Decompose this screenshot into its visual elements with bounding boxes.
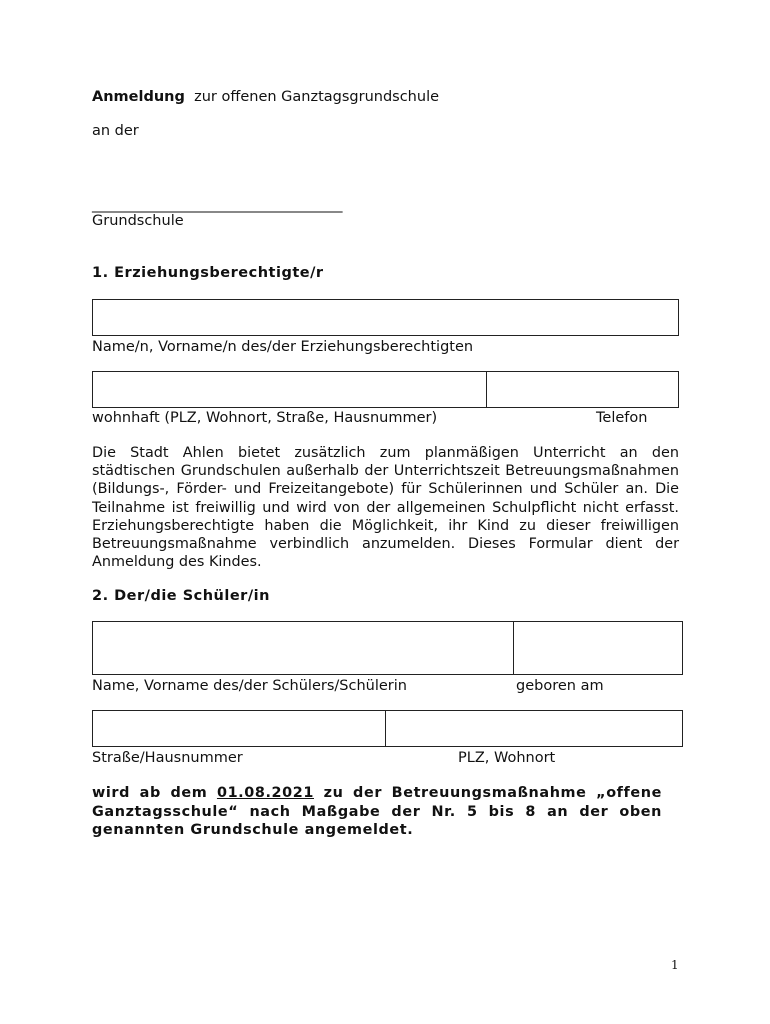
intro-paragraph: Die Stadt Ahlen bietet zusätzlich zum planmäßigen Unterricht an den städtischen Grundschulen außerhalb der Unterrichtszeit Betreuungsmaßnahmen (Bildungs-, Förder- und Freizeitangebote) für Schülerinnen und Schüler an. Die Teilnahme ist freiwillig und wird von der allgemeinen Schulpflicht nicht erfasst. Erziehungsberechtigte haben die Möglichkeit, ihr Kind zu dieser freiwilligen Betreuungsmaßnahme verbindlich anzumelden. Dieses Formular dient der Anmeldung des Kindes.	[92, 445, 679, 571]
section2-heading: 2. Der/die Schüler/in	[92, 588, 270, 604]
form-title-rest: zur offenen Ganztagsgrundschule	[194, 89, 440, 105]
guardian-phone-field[interactable]	[486, 371, 679, 408]
student-street-field[interactable]	[92, 710, 386, 747]
school-label: Grundschule	[92, 213, 184, 229]
school-blank-line[interactable]: ____________________________________	[92, 197, 343, 213]
student-city-field[interactable]	[385, 710, 683, 747]
guardian-name-label: Name/n, Vorname/n des/der Erziehungsberechtigten	[92, 339, 474, 355]
guardian-address-field[interactable]	[92, 371, 487, 408]
student-name-field[interactable]	[92, 621, 514, 675]
student-birthdate-field[interactable]	[513, 621, 683, 675]
section1-heading: 1. Erziehungsberechtigte/r	[92, 265, 324, 281]
student-city-label: PLZ, Wohnort	[458, 750, 556, 766]
student-birthdate-label: geboren am	[516, 678, 604, 694]
registration-declaration	[92, 784, 662, 840]
declaration-part1: wird ab dem	[92, 785, 208, 801]
declaration-date: 01.08.2021	[216, 785, 314, 801]
guardian-name-field[interactable]	[92, 299, 679, 336]
an-der-label: an der	[92, 123, 139, 139]
guardian-address-label: wohnhaft (PLZ, Wohnort, Straße, Hausnummer)	[92, 410, 438, 426]
page-number: 1	[671, 958, 679, 972]
declaration-part2: zu der Betreuungsmaßnahme „offene Ganztagsschule“ nach Maßgabe der Nr. 5 bis 8 an der oben genannten Grundschule angemeldet.	[92, 785, 662, 838]
student-street-label: Straße/Hausnummer	[92, 750, 243, 766]
form-title	[92, 88, 439, 106]
form-title-bold: Anmeldung	[92, 89, 185, 105]
student-name-label: Name, Vorname des/der Schülers/Schülerin	[92, 678, 407, 694]
guardian-phone-label: Telefon	[596, 410, 648, 426]
